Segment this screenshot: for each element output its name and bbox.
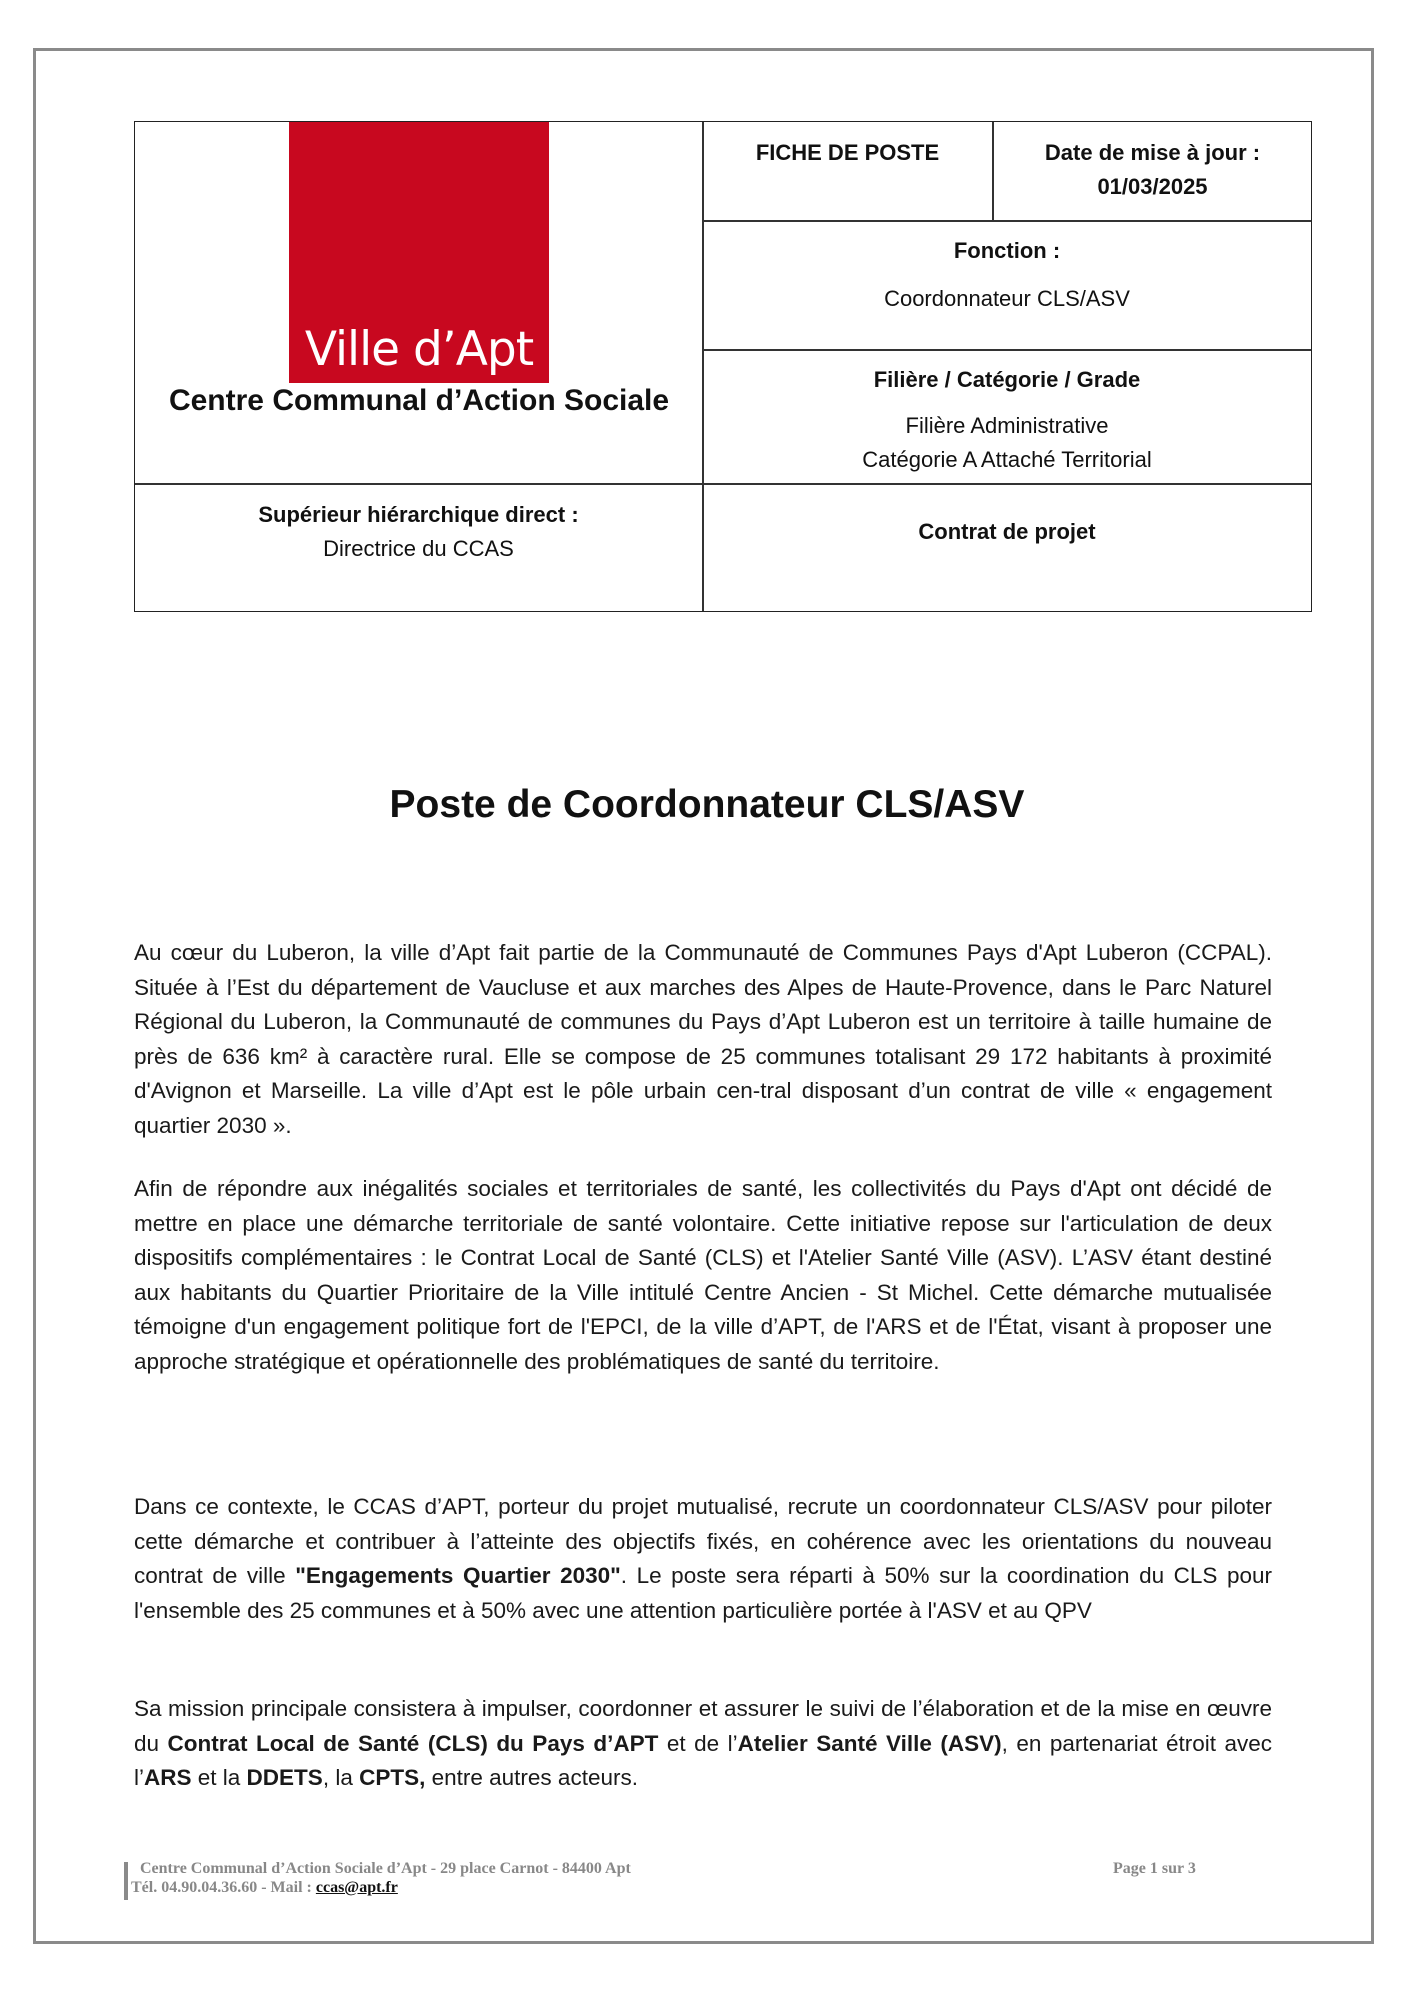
text-run: Sa mission principale consistera à impulser, coordonner et assurer le suivi de l’élaboration et de la mise en œuvre du [134,1696,1272,1756]
doc-type-cell [703,136,992,170]
fonction-value: Coordonnateur CLS/ASV [884,286,1130,311]
update-date-value: 01/03/2025 [1097,174,1208,199]
contract-cell [703,515,1311,549]
paragraph-initiative: Afin de répondre aux inégalités sociales et territoriales de santé, les collectivités du Pays d'Apt ont décidé de mettre en place une démarche territoriale de santé volontaire. Cette initiative repose sur l'articulation de deux dispositifs complémentaires : le Contrat Local de Santé (CLS) et l'Atelier Santé Ville (ASV). L’ASV étant destiné aux habitants du Quartier Prioritaire de la Ville intitulé Centre Ancien - St Michel. Cette démarche mutualisée témoigne d'un engagement politique fort de l'EPCI, de la ville d’APT, de l'ARS et de l'État, visant à proposer une approche stratégique et opérationnelle des problématiques de santé du territoire. [134,1176,1272,1374]
paragraph-mission [134,1692,1272,1796]
footer-address: Centre Communal d’Action Sociale d’Apt - 29 place Carnot - 84400 Apt [140,1860,631,1877]
ville-d-apt-logo [289,122,549,383]
text-run-bold: ARS [144,1765,192,1791]
text-run-bold: Atelier Santé Ville (ASV) [737,1730,1002,1756]
update-date-cell [994,136,1311,204]
text-run: entre autres acteurs. [425,1765,638,1791]
grade-cell [703,363,1311,477]
text-run: et la [191,1765,247,1791]
contract-type: Contrat de projet [918,519,1096,544]
text-run-bold: DDETS [246,1765,323,1791]
logo-text: Ville d’Apt [304,322,534,377]
text-run: Dans ce contexte, le CCAS d’APT, porteur du projet mutualisé, recrute un coordonnateur CLS/ASV pour piloter cette démarche et contribuer à l’atteinte des objectifs fixés, en cohérence avec les orientations du nouveau contrat de ville [134,1494,1272,1589]
text-run-bold: "Engagements Quartier 2030" [295,1563,621,1589]
fonction-label: Fonction : [953,238,1061,263]
text-run: , la [322,1765,360,1791]
row-divider [702,220,1311,222]
grade-line-2: Catégorie A Attaché Territorial [862,447,1152,472]
page-number: Page 1 sur 3 [1113,1860,1196,1877]
text-run: et de l’ [658,1730,738,1756]
footer-email-link[interactable]: ccas@apt.fr [315,1879,398,1896]
paragraph-context: Au cœur du Luberon, la ville d’Apt fait partie de la Communauté de Communes Pays d'Apt Luberon (CCPAL). Située à l’Est du département de Vaucluse et aux marches des Alpes de Haute-Provence, dans le Parc Naturel Régional du Luberon, la Communauté de communes du Pays d’Apt Luberon est un territoire à taille humaine de près de 636 km² à caractère rural. Elle se compose de 25 communes totalisant 29 172 habitants à proximité d'Avignon et Marseille. La ville d’Apt est le pôle urbain cen-tral disposant d’un contrat de ville « engagement quartier 2030 ». [134,940,1272,1138]
organization-name: Centre Communal d’Action Sociale [168,384,670,417]
text-run: , en partenariat étroit avec l’ [134,1730,1273,1791]
doc-type-label: FICHE DE POSTE [755,140,940,165]
paragraph-recruitment [134,1490,1272,1628]
superior-label: Supérieur hiérarchique direct : [258,502,579,527]
text-run: . Le poste sera réparti à 50% sur la coordination du CLS pour l'ensemble des 25 communes et à 50% avec une attention particulière portée à l'ASV et au QPV [134,1563,1273,1623]
grade-label: Filière / Catégorie / Grade [873,367,1141,392]
footer-phone: Tél. 04.90.04.36.60 - Mail : [131,1879,316,1896]
fonction-cell [703,234,1311,316]
update-date-label: Date de mise à jour : [1044,140,1261,165]
text-run-bold: CPTS, [359,1765,426,1791]
grade-line-1: Filière Administrative [905,413,1109,438]
row-divider [702,349,1311,351]
header-table [134,121,1312,612]
document-title: Poste de Coordonnateur CLS/ASV [389,783,1025,826]
superior-cell [135,498,702,566]
footer-contact [131,1879,398,1897]
superior-value: Directrice du CCAS [323,536,514,561]
row-divider [135,483,1311,485]
footer-accent-bar [124,1862,128,1900]
text-run-bold: Contrat Local de Santé (CLS) du Pays d’APT [167,1730,659,1756]
